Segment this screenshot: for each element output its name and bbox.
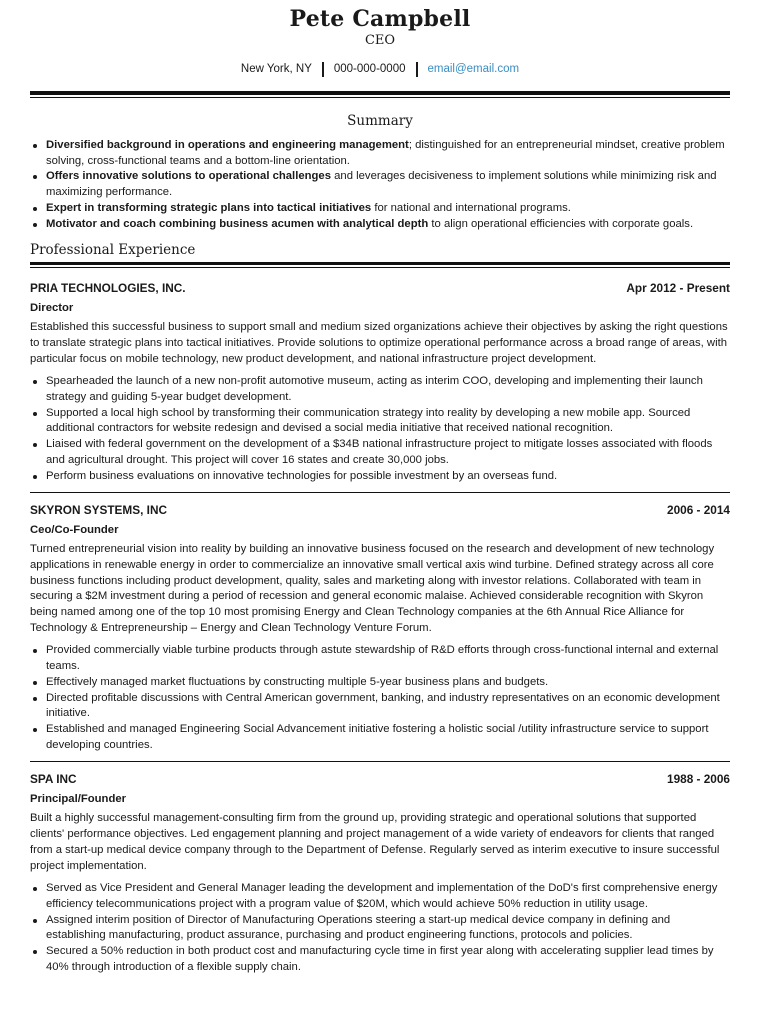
summary-item-text: for national and international programs. [371,201,571,214]
job-header [30,502,730,518]
summary-item [30,217,730,233]
summary-item-text: to align operational efficiencies with corporate goals. [428,217,694,230]
summary-item [30,169,730,200]
contact-email-link[interactable]: email@email.com [427,63,520,75]
job-description: Established this successful business to support small and medium sized organizations achieve their objectives by asking the right questions to translate strategic plans into tactical initiatives. Provide solutions to optimize operational performance across a broad range of areas, with particular focus on mobile technology, new product development, and national infrastructure project development. [30,321,728,365]
job-bullet: Established and managed Engineering Social Advancement initiative fostering a holistic social /utility infrastructure service to support developing countries. [30,722,730,753]
job-bullet: Perform business evaluations on innovative technologies for possible investment by an overseas fund. [30,469,730,485]
job-description: Turned entrepreneurial vision into reality by building an innovative business focused on the research and development of new technology applications in renewable energy in order to commercialize an innovative small vertical axis wind turbine. Defined strategy across all core business functions including product development, quality, sales and marketing along with investor relations. Collaborated with team in securing a $2M investment during a period of recession and general economic malaise. Achieved considerable recognition with Skyron being named among one of the top 10 most promising Energy and Clean Technology companies at the 6th Annual Rice Alliance for Technology & Entrepreneurship – Energy and Clean Technology Venture Forum. [30,543,715,634]
job-bullets [30,374,730,484]
job-bullets [30,643,730,753]
job-role: Ceo/Co-Founder [30,524,119,537]
header-rule [30,91,730,98]
experience-rule-thick [30,262,730,265]
job-dates: 2006 - 2014 [667,503,730,518]
job-entry [30,761,730,975]
summary-item-bold: Expert in transforming strategic plans into tactical initiatives [46,201,372,214]
candidate-title: CEO [364,33,396,48]
job-bullet: Spearheaded the launch of a new non-profit automotive museum, acting as interim COO, developing and implementing their launch strategy and guiding 5-year budget development. [30,374,730,405]
contact-divider [416,62,418,77]
job-bullet: Served as Vice President and General Manager leading the development and implementation of the DoD's first comprehensive energy efficiency telecommunications project with a program value of $20M, which would achieve 50% reduction in utility usage. [30,881,730,912]
job-bullet: Supported a local high school by transforming their communication strategy into reality by developing a new mobile app. Sourced additional contractors for website redesign and devised a social media initiative that received national recognition. [30,406,730,437]
contact-location: New York, NY [240,63,312,75]
summary-item-text: and leverages decisiveness to implement solutions while minimizing risk and maximizing performance. [46,170,717,199]
job-bullet: Assigned interim position of Director of Manufacturing Operations steering a start-up medical device company in defining and establishing manufacturing, product assurance, purchasing and product engineering functions, protocols and policies. [30,913,730,944]
job-entry [30,268,730,484]
summary-item [30,138,730,169]
job-bullets [30,881,730,975]
job-header [30,280,730,296]
experience-heading: Professional Experience [30,242,196,259]
job-role: Principal/Founder [30,793,127,806]
contact-line [30,61,730,77]
job-bullet: Provided commercially viable turbine products through astute stewardship of R&D efforts through cross-functional internal and external teams. [30,643,730,674]
job-dates: 1988 - 2006 [667,772,730,787]
job-dates: Apr 2012 - Present [626,281,730,296]
contact-phone: 000-000-0000 [333,63,406,75]
job-entry [30,492,730,753]
candidate-name: Pete Campbell [289,6,471,32]
job-bullet: Liaised with federal government on the development of a $34B national infrastructure project to mitigate losses associated with floods and agricultural drought. This project will cover 16 states and create 30,000 jobs. [30,437,730,468]
job-bullet: Directed profitable discussions with Central American government, banking, and industry representatives on an economic development initiative. [30,691,730,722]
summary-item-bold: Diversified background in operations and engineering management [46,139,409,151]
job-company: SPA INC [30,772,77,787]
summary-item-bold: Motivator and coach combining business acumen with analytical depth [46,217,429,230]
summary-heading: Summary [347,113,413,129]
header-rule-thin [30,97,730,98]
job-role: Director [30,302,74,315]
summary-list [30,138,730,232]
summary-item-bold: Offers innovative solutions to operational challenges [46,170,331,183]
job-company: PRIA TECHNOLOGIES, INC. [30,281,186,296]
job-company: SKYRON SYSTEMS, INC [30,503,167,518]
job-description: Built a highly successful management-consulting firm from the ground up, providing strategic and operational solutions that supported clients' performance objectives. Led engagement planning and project management of a wide variety of endeavors for clients that ranged from a start-up medical device company through to the Department of Defense. Regularly served as interim executive to insure successful project implementation. [30,812,720,872]
job-bullet: Effectively managed market fluctuations by constructing multiple 5-year business plans and budgets. [30,675,730,691]
summary-item [30,201,730,217]
contact-divider [322,62,324,77]
header-rule-thick [30,91,730,95]
summary-item-text: ; distinguished for an entrepreneurial mindset, creative problem solving, cross-functional teams and a bottom-line orientation. [46,139,725,167]
job-header [30,771,730,787]
job-bullet: Secured a 50% reduction in both product cost and manufacturing cycle time in first year along with accelerating supplier lead times by 40% through introduction of a flexible supply chain. [30,944,730,975]
